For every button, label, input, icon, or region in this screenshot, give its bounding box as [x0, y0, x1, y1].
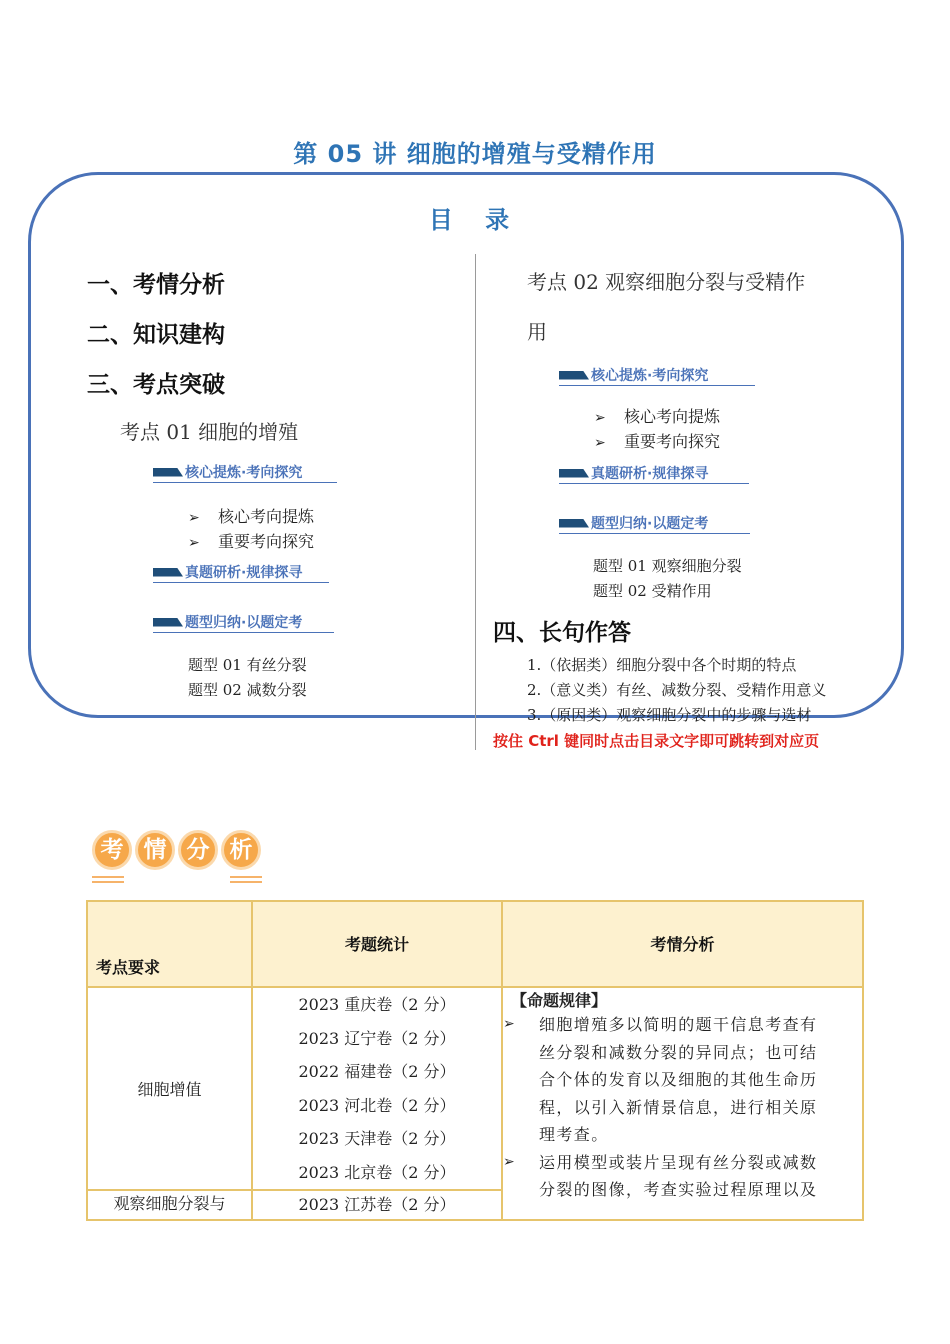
page-title: 第 05 讲 细胞的增殖与受精作用: [293, 140, 657, 168]
toc-kp1-bullet-1[interactable]: ➢ 核心考向提炼: [188, 507, 315, 526]
statistics-cell: [252, 1190, 502, 1220]
tag-bar-icon: [559, 469, 589, 478]
arrow-bullet-icon: ➢: [594, 410, 606, 426]
tag-bar-icon: [559, 371, 589, 380]
statistics-cell: [252, 987, 502, 1190]
banner-char-3: 分: [178, 830, 218, 870]
requirement-cell: 观察细胞分裂与: [87, 1190, 252, 1220]
stat-line: 2023 河北卷（2 分）: [298, 1095, 456, 1115]
exam-analysis-table: [86, 900, 864, 1221]
requirement-cell: 细胞增值: [87, 987, 252, 1190]
banner-char-1: 考: [92, 830, 132, 870]
toc-kp2-bullet-2[interactable]: ➢ 重要考向探究: [594, 432, 721, 451]
tag-bar-icon: [559, 519, 589, 528]
toc-kp1-title[interactable]: 考点 01 细胞的增殖: [120, 420, 299, 444]
toc-kp2-tag-types[interactable]: 题型归纳·以题定考: [559, 513, 750, 534]
header-analysis: 考情分析: [502, 901, 863, 987]
toc-kp1-item-2[interactable]: 题型 02 减数分裂: [188, 681, 307, 699]
toc-heading: 目 录: [428, 206, 522, 234]
toc-kp2-tag-core[interactable]: 核心提炼·考向探究: [559, 365, 755, 386]
toc-ctrl-notice: 按住 Ctrl 键同时点击目录文字即可跳转到对应页: [493, 732, 820, 750]
stat-line: 2023 北京卷（2 分）: [298, 1162, 456, 1182]
banner-decor-line: [230, 881, 262, 883]
stat-line: 2023 重庆卷（2 分）: [298, 995, 456, 1014]
header-statistics: 考题统计: [252, 901, 502, 987]
banner-decor-line: [92, 876, 124, 878]
analysis-point-2: ➢ 运用模型或装片呈现有丝分裂或减数 分裂的图像，考查实验过程原理以及: [503, 1149, 862, 1204]
analysis-point-1: ➢ 细胞增殖多以简明的题干信息考查有 丝分裂和减数分裂的异同点；也可结 合个体的发育以及细胞的其他生命历 程，以引入新情景信息，进行相关原 理考查。: [503, 1011, 862, 1149]
toc-long-item-2[interactable]: 2.（意义类）有丝、减数分裂、受精作用意义: [527, 681, 827, 699]
table-header-row: [87, 901, 863, 987]
table-row: [87, 987, 863, 1190]
stat-line: 2023 天津卷（2 分）: [298, 1129, 456, 1148]
toc-kp2-title-2[interactable]: 用: [527, 320, 547, 344]
toc-kp1-tag-core[interactable]: 核心提炼·考向探究: [153, 462, 337, 483]
tag-bar-icon: [153, 468, 183, 477]
banner-char-4: 析: [221, 830, 261, 870]
toc-section-breakthrough[interactable]: 三、考点突破: [87, 372, 225, 398]
arrow-bullet-icon: ➢: [503, 1153, 515, 1170]
stat-line: 2023 辽宁卷（2 分）: [298, 1028, 456, 1048]
analysis-cell: [502, 987, 863, 1220]
tag-bar-icon: [153, 618, 183, 627]
arrow-bullet-icon: ➢: [188, 535, 200, 551]
tag-bar-icon: [153, 568, 183, 577]
toc-kp2-bullet-1[interactable]: ➢ 核心考向提炼: [594, 407, 721, 426]
header-requirement: 考点要求: [87, 901, 252, 987]
toc-kp2-item-2[interactable]: 题型 02 受精作用: [593, 582, 712, 600]
toc-section-knowledge[interactable]: 二、知识建构: [87, 322, 225, 348]
toc-long-item-1[interactable]: 1.（依据类）细胞分裂中各个时期的特点: [527, 656, 797, 674]
arrow-bullet-icon: ➢: [188, 510, 200, 526]
arrow-bullet-icon: ➢: [503, 1016, 515, 1032]
toc-kp1-bullet-2[interactable]: ➢ 重要考向探究: [188, 532, 315, 551]
toc-section-analysis[interactable]: 一、考情分析: [87, 272, 225, 298]
toc-long-item-3[interactable]: 3.（原因类）观察细胞分裂中的步骤与选材: [527, 706, 812, 724]
arrow-bullet-icon: ➢: [594, 435, 606, 451]
banner-decor-line: [92, 881, 124, 883]
stat-line: 2023 江苏卷（2 分）: [298, 1195, 456, 1214]
toc-kp1-tag-types[interactable]: 题型归纳·以题定考: [153, 612, 334, 633]
toc-kp2-item-1[interactable]: 题型 01 观察细胞分裂: [593, 557, 742, 575]
toc-kp1-item-1[interactable]: 题型 01 有丝分裂: [188, 656, 307, 674]
toc-kp2-title-1[interactable]: 考点 02 观察细胞分裂与受精作: [527, 270, 806, 294]
stat-line: 2022 福建卷（2 分）: [298, 1062, 456, 1081]
toc-kp2-tag-real[interactable]: 真题研析·规律探寻: [559, 463, 749, 484]
toc-divider: [475, 254, 476, 750]
toc-section-long-answer[interactable]: 四、长句作答: [493, 620, 631, 646]
toc-frame: [28, 172, 904, 718]
analysis-heading: 【命题规律】: [511, 991, 608, 1010]
toc-kp1-tag-real[interactable]: 真题研析·规律探寻: [153, 562, 329, 583]
banner-char-2: 情: [135, 830, 175, 870]
banner-decor-line: [230, 876, 262, 878]
